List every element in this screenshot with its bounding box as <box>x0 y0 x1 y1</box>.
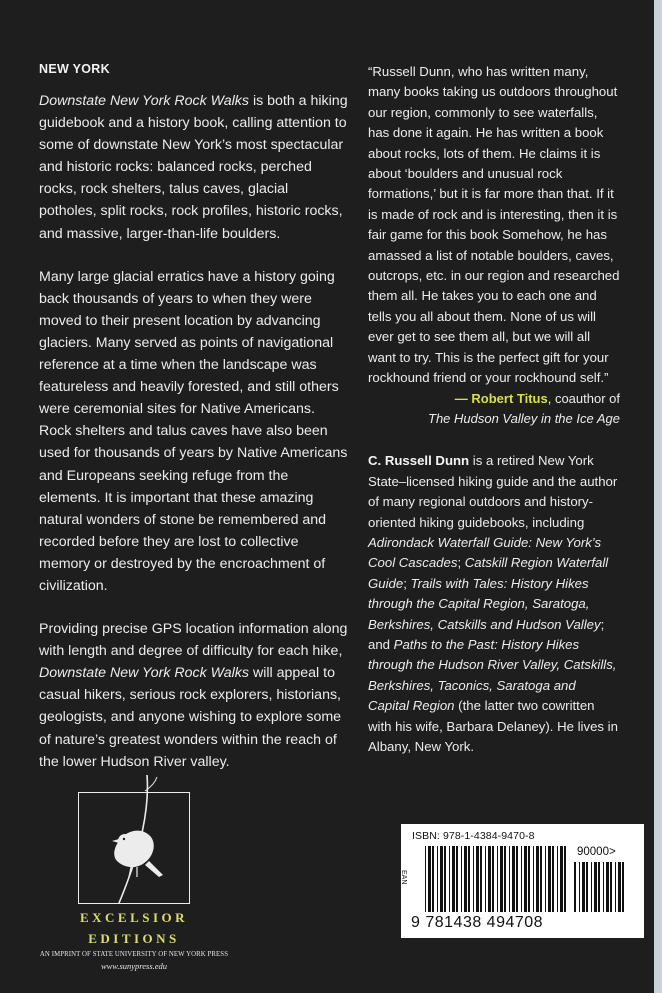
bird-on-branch-icon <box>79 771 189 903</box>
barcode-bar <box>528 846 530 912</box>
barcode-bar <box>564 846 566 912</box>
quote-author: Robert Titus <box>471 390 548 406</box>
bio-text: ; <box>457 555 465 571</box>
barcode-bar <box>468 846 470 912</box>
publisher-name-line-2: EDITIONS <box>88 931 180 946</box>
barcode-block <box>401 824 644 938</box>
barcode-bar <box>464 846 467 912</box>
author-bio <box>368 451 620 757</box>
bio-book-title: Adirondack Waterfall Guide: New York’s Cool Cascades <box>368 534 602 571</box>
description-text: Providing precise GPS location information along with length and degree of difficulty for each hike, <box>39 621 348 660</box>
barcode-bar <box>536 846 539 912</box>
bio-book-title: Trails with Tales: History Hikes through the Capital Region, Saratoga, Berkshires, Catskills and Hudson Valley <box>368 575 601 632</box>
barcode-bar <box>618 862 621 912</box>
barcode-bar <box>512 846 515 912</box>
description-paragraph-2: Many large glacial erratics have a history going back thousands of years to when they were moved to their present location by advancing glaciers. Many served as points of navigational reference at a time when the landscape was featureless and heavily forested, and still others were ceremonial sites for Native Americans. Rock shelters and talus caves have also been used for thousands of years by Native Americans and Europeans seeking refuge from the elements. It is important that these amazing natural wonders of stone be remembered and recorded before they are lost to collective memory or destroyed by the encroachment of civilization. <box>39 268 348 594</box>
barcode-digits: 9 781438 494708 <box>411 914 544 931</box>
barcode-bar <box>437 846 438 912</box>
addon-barcode <box>574 862 628 912</box>
barcode-bar <box>579 862 580 912</box>
barcode-bar <box>425 846 426 912</box>
barcode-bar <box>524 846 527 912</box>
bio-text: (the latter two cowritten with his wife, Barbara Delaney). He lives in Albany, New York. <box>368 698 618 754</box>
barcode-bar <box>504 846 506 912</box>
barcode-bar <box>509 846 510 912</box>
quote-author-role: , coauthor of <box>547 390 620 406</box>
barcode-bar <box>461 846 462 912</box>
barcode-bar <box>574 862 576 912</box>
description-text: will appeal to casual hikers, serious rock explorers, historians, geologists, and anyone wishing to explore some of nature’s greatest wonders within the reach of the lower Hudson River valley. <box>39 665 342 770</box>
barcode-bar <box>557 846 558 912</box>
ean-barcode <box>425 846 567 912</box>
book-title: Downstate New York Rock Walks <box>39 665 249 682</box>
barcode-bar <box>591 862 592 912</box>
barcode-bar <box>622 862 624 912</box>
barcode-bar <box>548 846 551 912</box>
barcode-bar <box>540 846 542 912</box>
barcode-bar <box>444 846 446 912</box>
barcode-bar <box>497 846 498 912</box>
barcode-bar <box>516 846 518 912</box>
bio-text: ; and <box>368 616 605 652</box>
barcode-bar <box>610 862 612 912</box>
barcode-bar <box>488 846 491 912</box>
barcode-bar <box>440 846 443 912</box>
barcode-bar <box>485 846 486 912</box>
isbn-number: ISBN: 978-1-4384-9470-8 <box>412 830 535 842</box>
barcode-bar <box>428 846 431 912</box>
author-name: C. Russell Dunn <box>368 453 470 469</box>
barcode-bar <box>545 846 546 912</box>
quote-attribution <box>368 389 620 430</box>
description-paragraph-1 <box>39 90 349 245</box>
barcode-bar <box>582 862 585 912</box>
bio-book-title: Paths to the Past: History Hikes through the Hudson River Valley, Catskills, Berkshires, Taconics, Saratoga and Capital Region <box>368 636 617 714</box>
quote-author-book: The Hudson Valley in the Ice Age <box>428 410 620 426</box>
bio-text: is a retired New York State–licensed hiking guide and the author of many regional outdoors and history-oriented hiking guidebooks, including <box>368 453 618 530</box>
bio-book-title: Catskill Region Waterfall Guide <box>368 555 609 591</box>
barcode-bar <box>594 862 597 912</box>
book-title: Downstate New York Rock Walks <box>39 93 249 109</box>
logo-frame <box>78 792 190 904</box>
barcode-bar <box>473 846 474 912</box>
publisher-logo <box>28 792 240 971</box>
barcode-bar <box>533 846 534 912</box>
publisher-imprint: AN IMPRINT OF STATE UNIVERSITY OF NEW YORK PRESS <box>39 951 229 958</box>
barcode-bar <box>603 862 604 912</box>
barcode-bar <box>492 846 494 912</box>
barcode-bar <box>521 846 522 912</box>
barcode-bar <box>552 846 554 912</box>
barcode-bar <box>500 846 503 912</box>
description-column <box>39 62 349 794</box>
barcode-bar <box>452 846 455 912</box>
barcode-bar <box>606 862 609 912</box>
barcode-bar <box>449 846 450 912</box>
barcode-addon-number: 90000> <box>577 846 616 858</box>
barcode-bar <box>432 846 434 912</box>
barcode-bar <box>615 862 616 912</box>
barcode-bar <box>560 846 563 912</box>
barcode-bar <box>456 846 458 912</box>
barcode-bar <box>598 862 600 912</box>
barcode-bar <box>480 846 482 912</box>
barcode-bar <box>476 846 479 912</box>
barcode-bar <box>586 862 588 912</box>
publisher-website: www.sunypress.edu <box>100 961 168 971</box>
cover-edge <box>654 0 662 993</box>
quote-dash: — <box>454 390 472 406</box>
ean-label: EAN <box>400 870 407 885</box>
description-text: is both a hiking guidebook and a history book, calling attention to some of downstate New York’s most spectacular and historic rocks: balanced rocks, perched rocks, rock shelters, talus caves, glacial potholes, split rocks, rock profiles, historic rocks, and massive, larger-than-life boulders. <box>39 93 348 242</box>
description-paragraph-3 <box>39 618 349 773</box>
endorsement-quote: “Russell Dunn, who has written many, many books taking us outdoors throughout our region, commonly to see waterfalls, has done it again. He has written a book about rocks, lots of them. He claims it is about ‘boulders and unusual rock formations,’ but it is far more than that. If it is made of rock and is interesting, then it is fair game for this book Somehow, he has amassed a list of notable boulders, caves, outcrops, etc. in our region and researched them all. He takes you to each one and tells you all about them. None of us will ever get to see them all, but we will all want to try. This is the perfect gift for your rockhound friend or your rockhound self.” <box>368 64 620 386</box>
publisher-name-line-1: EXCELSIOR <box>79 910 189 925</box>
endorsement-column <box>368 62 620 757</box>
bio-text: ; <box>403 575 411 591</box>
region-label: NEW YORK <box>39 62 110 76</box>
